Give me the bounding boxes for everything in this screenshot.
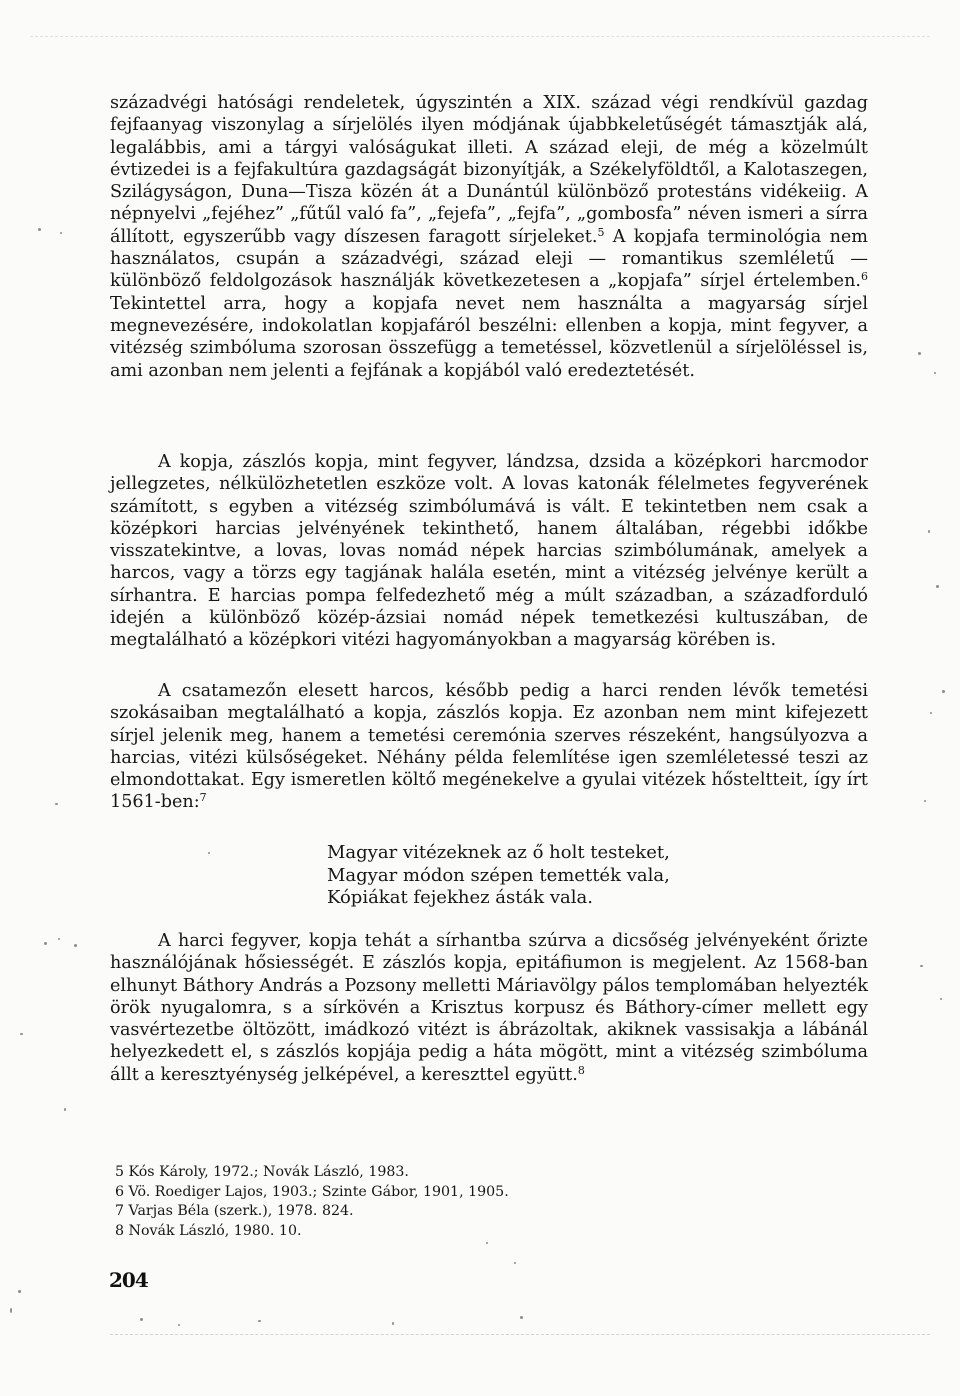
footnote-ref-5: 5 (597, 225, 605, 239)
footnote-ref-8: 8 (577, 1063, 585, 1077)
scan-speck (514, 1262, 516, 1264)
footnote-8: 8 Novák László, 1980. 10. (115, 1222, 302, 1239)
footnote-5: 5 Kós Károly, 1972.; Novák László, 1983. (115, 1164, 409, 1180)
scan-speck (60, 232, 62, 234)
footnote-7: 7 Varjas Béla (szerk.), 1978. 824. (115, 1203, 354, 1219)
paragraph-4-text: A harci fegyver, kopja tehát a sírhantba szúrva a dicsőség jelvényeként őrizte használójának hősiességét. E zászlós kopja, epitáfiumon is megjelent. Az 1568-ban elhunyt Báthory András a Pozsony melletti Máriavölgy pálos templomában helyezték örök nyugalomra, s a sírkövén a Krisztus korpusz és Báthory-címer mellett egy vasvértezetbe öltözött, imádkozó vitézt is ábrázoltak, akiknek vassisakja a lábánál helyezkedett el, s zászlós kopjája pedig a háta mögött, mint a vitézség szimbóluma állt a keresztyénység jelképével, a kereszttel együtt. (110, 931, 868, 1085)
scan-speck (918, 352, 921, 355)
paragraph-3-text: A csatamezőn elesett harcos, később pedig a harci renden lévők temetési szokásaiban megtalálható a kopja, zászlós kopja. Ez azonban nem mint kifejezett sírjel jelenik meg, hanem a temetési ceremónia szerves részeként, hangsúlyozva a harcias, vitézi külsőségeket. Néhány példa felemlítése igen szemléletessé teszi az elmondottakat. Egy ismeretlen költő megénekelve a gyulai vitézek hősteltteit, így írt 1561-ben: (110, 681, 868, 813)
paragraph-1-text-b: A kopjafa terminológia nem használatos, csupán a századvégi, század eleji — romantikus szemléletű — különböző feldolgozások használják következetesen a „kopjafa” sírjel értelemben. (110, 226, 868, 292)
footnote-ref-7: 7 (199, 791, 207, 805)
verse-line: Magyar vitézeknek az ő holt testeket, (327, 842, 670, 863)
scan-speck (934, 372, 936, 374)
scan-speck (64, 1108, 66, 1111)
scan-speck (208, 852, 210, 854)
scan-speck (920, 965, 923, 967)
scan-speck (936, 585, 939, 588)
footnote-ref-6: 6 (861, 270, 868, 284)
paragraph-1-text-a: századvégi hatósági rendeletek, úgyszintén a XIX. század végi rendkívül gazdag fejfaanyag viszonylag a sírjelölés ilyen módjának újabbkeletűségét támasztják alá, legalábbis, ami a tárgyi valóságukat illeti. A század eleji, de még a közelmúlt évtizedei is a fejfakultúra gazdagságát bizonyítják, a Székelyföldtől, a Kalotaszegen, Szilágyságon, Duna—Tisza közén át a Dunántúl különböző protestáns vidékeiig. A népnyelvi „fejéhez” „fűtűl való fa”, „fejefa”, „fejfa”, „gombosfa” néven ismeri a sírra állított, egyszerűbb vagy díszesen faragott sírjeleket. (110, 93, 868, 247)
scan-speck (55, 803, 58, 805)
paragraph-1-text-c: Tekintettel arra, hogy a kopjafa nevet nem használta a magyarság sírjel megnevezésére, indokolatlan kopjafáról beszélni: ellenben a kopja, mint fegyver, a vitézség szimbóluma szorosan összefügg a temetéssel, közvetlenül a sírjelöléssel is, ami azonban nem jelenti a fejfának a kopjából való eredeztetését. (110, 293, 868, 381)
scan-speck (392, 1322, 394, 1325)
verse-line: Magyar módon szépen temették vala, (327, 864, 670, 886)
scan-speck (520, 1316, 523, 1319)
verse-line: Kópiákat fejekhez ásták vala. (327, 887, 593, 908)
scan-speck (20, 1033, 23, 1035)
scan-speck (930, 712, 932, 714)
scan-speck (38, 228, 41, 231)
footnotes (115, 1163, 509, 1241)
scan-speck (140, 1318, 143, 1321)
footnote-6: 6 Vö. Roediger Lajos, 1903.; Szinte Gábor, 1901, 1905. (115, 1183, 509, 1200)
scan-speck (74, 944, 77, 947)
scan-speck (486, 1242, 488, 1244)
verse-quote (327, 842, 670, 910)
scan-speck (928, 530, 930, 533)
scan-edge-bottom (110, 1334, 930, 1336)
scan-speck (942, 690, 945, 693)
scan-speck (178, 1324, 180, 1326)
body-paragraph-1 (110, 92, 868, 382)
scan-speck (18, 1290, 21, 1293)
scan-speck (940, 998, 942, 1000)
body-paragraph-2: A kopja, zászlós kopja, mint fegyver, lándzsa, dzsida a középkori harcmodor jellegzetes, nélkülözhetetlen eszköze volt. A lovas katonák félelmetes fegyverének számított, s egyben a vitézség szimbólumává is vált. E tekintetben nem csak a középkori harcias jelvényének tekinthető, hanem általában, régebbi időkbe visszatekintve, a lovas, lovas nomád népek harcias szimbólumának, amelyek a harcos, vagy a törzs egy tagjának halála esetén, mint a vitézség jelvénye került a sírhantra. E harcias pompa felfedezhető még a múlt században, a századforduló idején a különböző közép-ázsiai nomád népek temetkezési kultuszában, de megtalálható a középkori vitézi hagyományokban a magyarság körében is. (110, 452, 868, 651)
scan-speck (44, 942, 47, 945)
scan-speck (924, 800, 926, 802)
scan-speck (10, 1308, 12, 1313)
body-paragraph-3 (110, 680, 868, 814)
scan-speck (58, 938, 60, 940)
page-number: 204 (109, 1268, 148, 1292)
scan-speck (258, 1320, 261, 1322)
scan-edge-top (30, 36, 930, 38)
body-paragraph-4 (110, 930, 868, 1086)
